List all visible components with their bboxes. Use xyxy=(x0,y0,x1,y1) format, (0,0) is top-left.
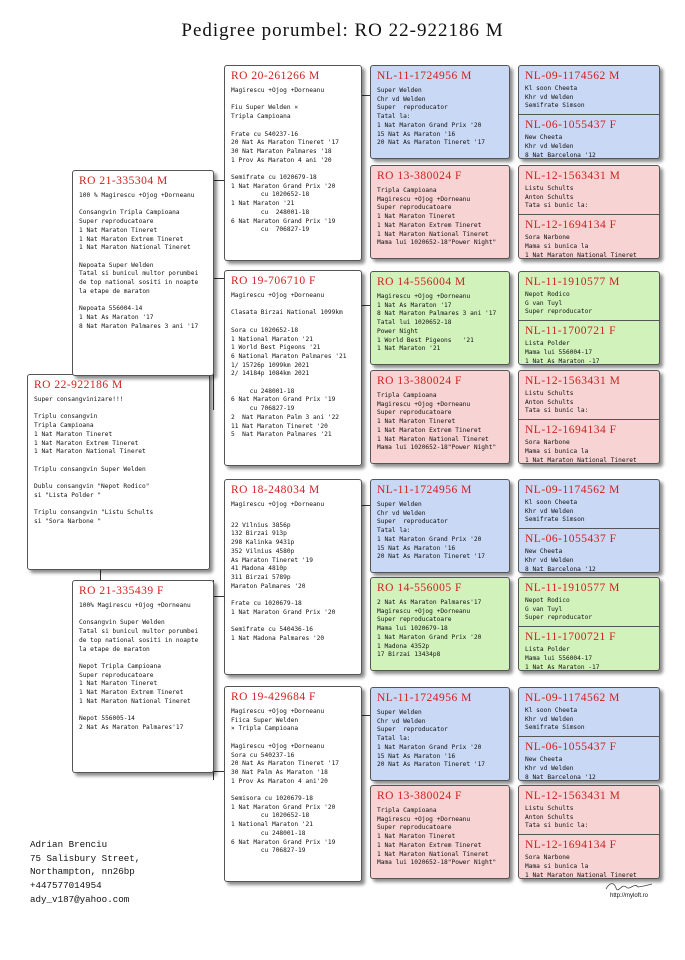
divider xyxy=(519,320,659,321)
ring-number: RO 13-380024 F xyxy=(377,170,462,182)
ring-number: NL-09-1174562 M xyxy=(525,484,620,496)
ring-number: NL-11-1910577 M xyxy=(525,276,620,288)
connector-line xyxy=(362,715,370,716)
great-grandparent-card[interactable] xyxy=(370,479,510,573)
owner-address: Adrian Brenciu 75 Salisbury Street, Northampton, nn26bp +447577014954 ady_v187@yahoo.com xyxy=(30,839,141,905)
great-grandparent-notes: Tripla Campioana Magirescu +Ojog +Dorneanu Super reproducatoare 1 Nat Maraton Tineret 1 Nat Maraton Extrem Tineret 1 Nat Maraton National Tineret Mama lui 1020652-18"Power Night" xyxy=(377,807,497,867)
ring-number: NL-09-1174562 M xyxy=(525,70,620,82)
grandparent-breed: Magirescu +Ojog +Dorneanu xyxy=(231,501,325,508)
great-great-grandsire-notes: Listu Schults Anton Schults Tata si bunic la: xyxy=(525,805,589,830)
subject-notes: Super consangvinizare!!! Triplu consangvin Tripla Campioana 1 Nat Maraton Tineret 1 Nat Maraton Extrem Tineret 1 Nat Maraton National Tineret Triplu consangvin Super Welden Dublu consangvin "Nepot Rodico" si "Lista Polder " Triplu consangvin "Listu Schults si "Sora Narbone " xyxy=(34,396,154,525)
great-great-grandparents-card[interactable] xyxy=(518,65,660,159)
ring-number: NL-06-1055437 F xyxy=(525,533,617,546)
great-great-grandparents-card[interactable] xyxy=(518,271,660,365)
sire-notes: 100 % Magirescu +Ojog +Dorneanu Consangvin Tripla Campioana Super reproducatoare 1 Nat Maraton Tineret 1 Nat Maraton Extrem Tineret 1 Nat Maraton National Tineret Nepoata Super Welden Tatal si bunicul multor porumbei de top national sositi in noapte la etape de maraton Nepoata 556004-14 1 Nat As Maraton '17 8 Nat Maraton Palmares 3 ani '17 xyxy=(79,192,199,330)
connector-line xyxy=(362,305,370,306)
great-grandparent-notes: Super Welden Chr vd Welden Super reproducator Tatal la: 1 Nat Maraton Grand Prix '20 15 Nat As Maraton '16 20 Nat As Maraton Tineret '17 xyxy=(377,87,486,147)
granddam-maternal-card[interactable] xyxy=(224,686,362,882)
sire-card[interactable] xyxy=(72,170,214,376)
ring-number: NL-12-1563431 M xyxy=(525,790,621,802)
ring-number: RO 13-380024 F xyxy=(377,790,462,802)
ring-number: NL-12-1563431 M xyxy=(525,375,621,387)
ring-number: RO 22-922186 M xyxy=(34,379,123,391)
divider xyxy=(519,419,659,420)
connector-line xyxy=(213,278,224,279)
great-great-grandparents-card[interactable] xyxy=(518,479,660,573)
ring-number: NL-11-1910577 M xyxy=(525,582,620,594)
divider xyxy=(519,214,659,215)
great-great-grandsire-notes: Kl soon Cheeta Khr vd Welden Semifrate Simson xyxy=(525,707,585,732)
watermark-url: http://myloft.ro xyxy=(610,893,649,899)
great-great-grandparents-card[interactable] xyxy=(518,165,660,259)
granddam-paternal-card[interactable] xyxy=(224,270,362,466)
great-great-granddam-notes: Sora Narbone Mama si bunica la 1 Nat Maraton National Tineret xyxy=(525,439,637,464)
ring-number: NL-11-1724956 M xyxy=(377,484,472,496)
great-great-grandsire-notes: Nepot Rodico G van Tuyl Super reproducator xyxy=(525,291,593,316)
great-great-granddam-notes: New Cheeta Khr vd Welden 8 Nat Barcelona '12 xyxy=(525,756,596,781)
connector-line xyxy=(213,596,224,597)
ring-number: NL-06-1055437 F xyxy=(525,741,617,754)
great-grandparent-card[interactable] xyxy=(370,785,510,879)
great-great-grandparents-card[interactable] xyxy=(518,370,660,464)
grandparent-notes: Magirescu +Ojog +Dorneanu Fiu Super Welden × Tripla Campioana Frate cu 540237-16 20 Nat As Maraton Tineret '17 30 Nat Maraton Palmares '18 1 Prov As Maraton 4 ani '20 Semifrate cu 1020679-18 1 Nat Maraton Grand Prix '20 cu 1020652-18 1 Nat Maraton '21 cu 248001-18 6 Nat Maraton Grand Prix '19 cu 706827-19 xyxy=(231,87,340,234)
ring-number: NL-12-1694134 F xyxy=(525,424,617,437)
divider xyxy=(519,834,659,835)
grandsire-maternal-card[interactable] xyxy=(224,479,362,675)
great-great-granddam-notes: Sora Narbone Mama si bunica la 1 Nat Maraton National Tineret xyxy=(525,234,637,259)
ring-number: RO 13-380024 F xyxy=(377,375,462,387)
ring-number: NL-11-1724956 M xyxy=(377,70,472,82)
ring-number: RO 14-556004 M xyxy=(377,276,466,288)
ring-number: RO 21-335304 M xyxy=(79,175,168,187)
ring-number: NL-12-1694134 F xyxy=(525,219,617,232)
great-grandparent-card[interactable] xyxy=(370,65,510,159)
connector-line xyxy=(362,95,370,96)
ring-number: RO 20-261266 M xyxy=(231,70,320,82)
ring-number: NL-12-1694134 F xyxy=(525,839,617,852)
great-grandparent-notes: Super Welden Chr vd Welden Super reproducator Tatal la: 1 Nat Maraton Grand Prix '20 15 Nat As Maraton '16 20 Nat As Maraton Tineret '17 xyxy=(377,709,486,769)
great-great-grandsire-notes: Listu Schults Anton Schults Tata si bunic la: xyxy=(525,390,589,415)
connector-line xyxy=(362,505,370,506)
ring-number: RO 18-248034 M xyxy=(231,484,320,496)
great-great-grandsire-notes: Listu Schults Anton Schults Tata si bunic la: xyxy=(525,185,589,210)
great-great-grandparents-card[interactable] xyxy=(518,687,660,781)
ring-number: NL-12-1563431 M xyxy=(525,170,621,182)
great-great-granddam-notes: Lista Polder Mama lui 556004-17 1 Nat As Maraton -17 xyxy=(525,340,600,365)
connector-line xyxy=(213,771,224,772)
great-grandparent-notes: 2 Nat As Maraton Palmares'17 Magirescu +Ojog +Dorneanu Super reproducatoare Mama lui 1020679-18 1 Nat Maraton Grand Prix '20 1 Madona 4352p 17 Birzai 13434p8 xyxy=(377,599,482,659)
great-great-granddam-notes: Lista Polder Mama lui 556004-17 1 Nat As Maraton -17 xyxy=(525,646,600,671)
divider xyxy=(519,114,659,115)
ring-number: NL-11-1700721 F xyxy=(525,631,617,644)
signature-logo xyxy=(604,880,656,892)
grandsire-paternal-card[interactable] xyxy=(224,65,362,261)
great-great-granddam-notes: Sora Narbone Mama si bunica la 1 Nat Maraton National Tineret xyxy=(525,854,637,879)
great-great-granddam-notes: New Cheeta Khr vd Welden 8 Nat Barcelona '12 xyxy=(525,548,596,573)
great-great-grandparents-card[interactable] xyxy=(518,785,660,879)
ring-number: NL-11-1724956 M xyxy=(377,692,472,704)
great-grandparent-card[interactable] xyxy=(370,165,510,259)
great-grandparent-notes: Tripla Campioana Magirescu +Ojog +Dorneanu Super reproducatoare 1 Nat Maraton Tineret 1 Nat Maraton Extrem Tineret 1 Nat Maraton National Tineret Mama lui 1020652-18"Power Night" xyxy=(377,392,497,452)
great-grandparent-card[interactable] xyxy=(370,687,510,781)
great-great-granddam-notes: New Cheeta Khr vd Welden 8 Nat Barcelona '12 xyxy=(525,134,596,159)
great-grandparent-notes: Tripla Campioana Magirescu +Ojog +Dorneanu Super reproducatoare 1 Nat Maraton Tineret 1 Nat Maraton Extrem Tineret 1 Nat Maraton National Tineret Mama lui 1020652-18"Power Night" xyxy=(377,187,497,247)
connector-line xyxy=(213,180,224,181)
great-great-grandsire-notes: Kl soon Cheeta Khr vd Welden Semifrate Simson xyxy=(525,85,585,110)
page-title: Pedigree porumbel: RO 22-922186 M xyxy=(181,20,504,41)
ring-number: NL-06-1055437 F xyxy=(525,119,617,132)
great-great-grandsire-notes: Kl soon Cheeta Khr vd Welden Semifrate Simson xyxy=(525,499,585,524)
divider xyxy=(519,528,659,529)
divider xyxy=(519,736,659,737)
great-grandparent-notes: Magirescu +Ojog +Dorneanu 1 Nat As Maraton '17 8 Nat Maraton Palmares 3 ani '17 Tatal lui 1020652-18 Power Night 1 World Best Pigeons '21 1 Nat Maraton '21 xyxy=(377,293,497,353)
dam-card[interactable] xyxy=(72,580,214,773)
grandparent-notes: Magirescu +Ojog +Dorneanu Fiica Super Welden × Tripla Campioana Magirescu +Ojog +Dorneanu Sora cu 540237-16 20 Nat As Maraton Tineret '17 30 Nat Palm As Maraton '18 1 Prov As Maraton 4 ani'20 Semisora cu 1020679-18 1 Nat Maraton Grand Prix '20 cu 1020652-18 1 National Maraton '21 cu 248001-18 6 Nat Maraton Grand Prix '19 cu 706827-19 xyxy=(231,708,340,855)
subject-card[interactable] xyxy=(27,374,210,570)
great-great-grandsire-notes: Nepot Rodico G van Tuyl Super reproducator xyxy=(525,597,593,622)
grandparent-notes: 22 Vilnius 3856p 132 Birzai 913p 298 Kalinka 9431p 352 Vilnius 4580p As Maraton Tineret '19 41 Madona 4810p 311 Birzai 5789p Maraton Palmares '20 Frate cu 1020679-18 1 Nat Maraton Grand Prix '20 Semifrate cu 540436-16 1 Nat Madona Palmares '20 xyxy=(231,521,336,642)
ring-number: RO 19-429684 F xyxy=(231,691,316,703)
great-grandparent-card[interactable] xyxy=(370,577,510,671)
great-great-grandparents-card[interactable] xyxy=(518,577,660,671)
great-grandparent-notes: Super Welden Chr vd Welden Super reproducator Tatal la: 1 Nat Maraton Grand Prix '20 15 Nat As Maraton '16 20 Nat As Maraton Tineret '17 xyxy=(377,501,486,561)
ring-number: RO 21-335439 F xyxy=(79,585,164,597)
ring-number: NL-09-1174562 M xyxy=(525,692,620,704)
great-grandparent-card[interactable] xyxy=(370,271,510,365)
great-grandparent-card[interactable] xyxy=(370,370,510,464)
divider xyxy=(519,626,659,627)
ring-number: NL-11-1700721 F xyxy=(525,325,617,338)
ring-number: RO 19-706710 F xyxy=(231,275,316,287)
ring-number: RO 14-556005 F xyxy=(377,582,462,594)
grandparent-notes: Magirescu +Ojog +Dorneanu Clasata Birzai National 1099km Sora cu 1020652-18 1 National Maraton '21 1 World Best Pigeons '21 6 National Maraton Palmares '21 1/ 15726p 1099km 2021 2/ 14184p 1084km 2021 cu 248001-18 6 Nat Maraton Grand Prix '19 cu 706827-19 2 Nat Maraton Palm 3 ani '22 11 Nat Maraton Tineret '20 5 Nat Maraton Palmares '21 xyxy=(231,292,347,439)
dam-notes: 100% Magirescu +Ojog +Dorneanu Consangvin Super Welden Tatal si bunicul multor porumbei de top national sositi in noapte la etape de maraton Nepot Tripla Campioana Super reproducatoare 1 Nat Maraton Tineret 1 Nat Maraton Extrem Tineret 1 Nat Maraton National Tineret Nepot 556005-14 2 Nat As Maraton Palmares'17 xyxy=(79,602,199,731)
